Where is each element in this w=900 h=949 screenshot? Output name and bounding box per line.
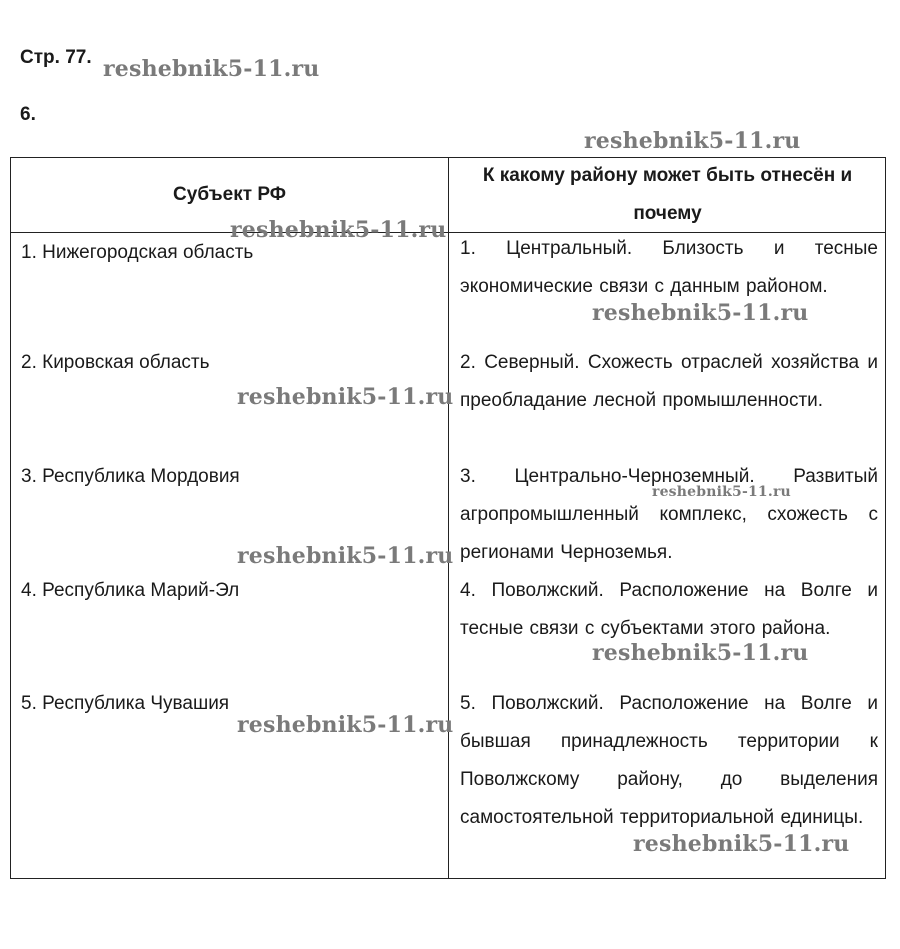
page-reference: Стр. 77. [20, 47, 92, 68]
row-4-subject: 4. Республика Марий-Эл [21, 580, 240, 601]
row-5-subject: 5. Республика Чувашия [21, 693, 230, 714]
header-subject: Субъект РФ [173, 184, 286, 205]
column-divider [448, 158, 449, 878]
watermark: reshebnik5-11.ru [230, 217, 447, 243]
row-1-subject: 1. Нижегородская область [21, 242, 254, 263]
row-2-reason: 2. Северный. Схожесть отраслей хозяйства и преобладание лесной промышленности. [460, 352, 878, 411]
row-2-subject: 2. Кировская область [21, 352, 210, 373]
watermark: reshebnik5-11.ru [652, 484, 791, 500]
watermark: reshebnik5-11.ru [592, 300, 809, 326]
header-reason: К какому району может быть отнесён и почему [482, 165, 853, 224]
row-4-reason: 4. Поволжский. Расположение на Волге и тесные связи с субъектами этого района. [460, 580, 878, 639]
task-number: 6. [20, 104, 36, 125]
watermark: reshebnik5-11.ru [592, 640, 809, 666]
row-3-reason: 3. Центрально-Черноземный. Развитый агропромышленный комплекс, схожесть с регионами Черноземья. [460, 466, 878, 563]
watermark: reshebnik5-11.ru [103, 56, 320, 82]
watermark: reshebnik5-11.ru [584, 128, 801, 154]
watermark: reshebnik5-11.ru [237, 384, 454, 410]
answer-table [10, 157, 886, 879]
row-3-subject: 3. Республика Мордовия [21, 466, 240, 487]
watermark: reshebnik5-11.ru [237, 543, 454, 569]
row-5-reason: 5. Поволжский. Расположение на Волге и бывшая принадлежность территории к Поволжскому району, до выделения самостоятельной территориальной единицы. [460, 693, 878, 828]
row-1-reason: 1. Центральный. Близость и тесные экономические связи с данным районом. [460, 238, 878, 297]
watermark: reshebnik5-11.ru [237, 712, 454, 738]
watermark: reshebnik5-11.ru [633, 831, 850, 857]
